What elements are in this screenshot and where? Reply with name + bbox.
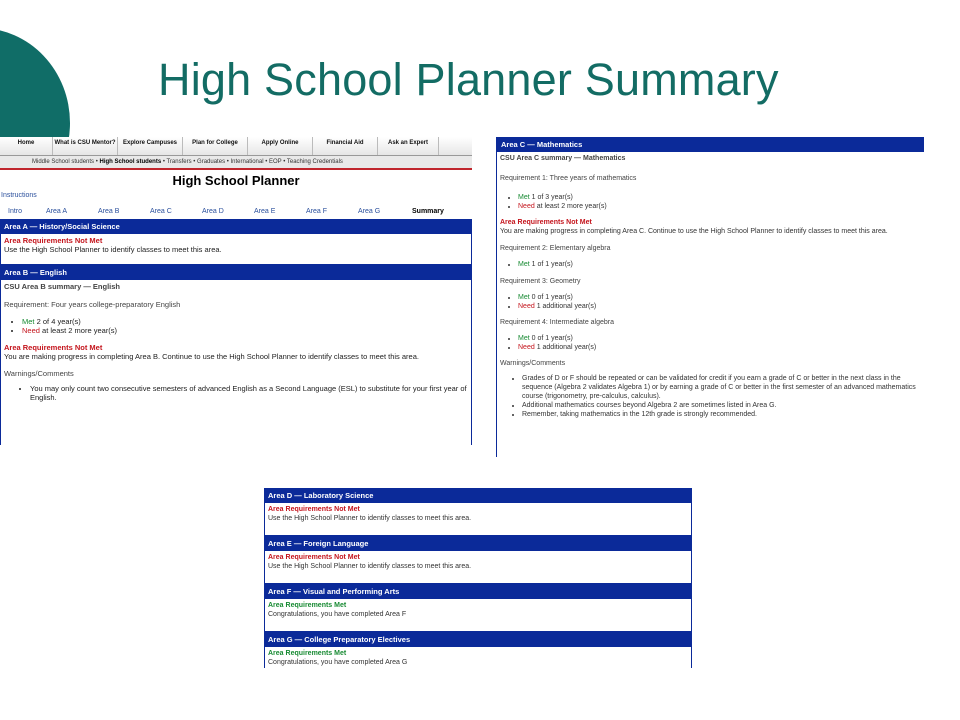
area-c-warning-item: • Remember, taking mathematics in the 12th grade is strongly recommended. [522,410,921,419]
tab-area-f[interactable]: Area F [306,208,328,215]
nav-tab-plan-for-college[interactable]: Plan for College [183,137,248,155]
planner-tabs [0,208,472,219]
area-d-header: Area D — Laboratory Science [264,488,692,503]
tab-area-c[interactable]: Area C [150,208,172,215]
area-b-header: Area B — English [0,265,472,280]
area-g-message: Congratulations, you have completed Area G [268,659,408,666]
area-c-req3: Requirement 3: Geometry [500,278,581,285]
area-b-requirement: Requirement: Four years college-preparatory English [4,300,181,309]
audience-subnav: Middle School students • High School students • Transfers • Graduates • International • EOP • Teaching Credentials [0,156,472,170]
area-c-message: You are making progress in completing Area C. Continue to use the High School Planner to identify classes to meet this area. [500,228,888,235]
area-a-header: Area A — History/Social Science [0,219,472,234]
area-a-status: Area Requirements Not Met [4,236,103,245]
area-e-status: Area Requirements Not Met [268,554,360,561]
area-f-header: Area F — Visual and Performing Arts [264,584,692,599]
area-a-body [0,234,472,265]
subnav-teaching-credentials[interactable]: Teaching Credentials [286,159,343,165]
area-c-warnings-label: Warnings/Comments [500,360,566,367]
area-c-req1: Requirement 1: Three years of mathematics [500,175,637,182]
subnav-eop[interactable]: EOP [268,159,282,165]
tab-area-g[interactable]: Area G [358,208,381,215]
nav-tab-explore-campuses[interactable]: Explore Campuses [118,137,183,155]
area-d-status: Area Requirements Not Met [268,506,360,513]
area-b-summary: CSU Area B summary — English [4,282,121,291]
area-c-req2-met: • Met 1 of 1 year(s) [518,260,921,269]
area-b-warning-item: • You may only count two consecutive semesters of advanced English as a Second Language (ESL) to substitute for your first year of English. [30,384,468,402]
area-c-summary: CSU Area C summary — Mathematics [500,155,626,162]
nav-tab-apply-online[interactable]: Apply Online [248,137,313,155]
nav-tab-ask-an-expert[interactable]: Ask an Expert [378,137,439,155]
nav-tab-home[interactable]: Home [0,137,53,155]
instructions-link[interactable]: Instructions [1,192,37,199]
nav-tab-financial-aid[interactable]: Financial Aid [313,137,378,155]
area-c-req1-met: • Met 1 of 3 year(s) [518,193,921,202]
tab-area-a[interactable]: Area A [46,208,68,215]
area-g-body [264,647,692,668]
area-e-header: Area E — Foreign Language [264,536,692,551]
area-c-req3-met: • Met 0 of 1 year(s) [518,293,921,302]
area-g-header: Area G — College Preparatory Electives [264,632,692,647]
subnav-middle-school[interactable]: Middle School students [32,159,95,165]
area-c-status: Area Requirements Not Met [500,219,592,226]
tab-area-b[interactable]: Area B [98,208,120,215]
area-b-status: Area Requirements Not Met [4,343,103,352]
area-e-message: Use the High School Planner to identify classes to meet this area. [268,563,472,570]
area-c-warning-item: • Grades of D or F should be repeated or can be validated for credit if you earn a grade of C or better in the next class in the sequence (Algebra 2 validates Algebra 1) or by earning a grade of C or better in the first semester of an advanced mathematics course (trigonometry, pre-calculus, calculus). [522,374,921,401]
tab-area-e[interactable]: Area E [254,208,276,215]
area-c-warning-item: • Additional mathematics courses beyond Algebra 2 are sometimes listed in Area G. [522,401,921,410]
area-a-message: Use the High School Planner to identify classes to meet this area. [4,245,222,254]
area-c-body [497,152,924,423]
tab-summary[interactable]: Summary [412,208,444,215]
area-f-message: Congratulations, you have completed Area F [268,611,407,618]
area-c-req3-need: • Need 1 additional year(s) [518,302,921,311]
area-c-req4-need: • Need 1 additional year(s) [518,343,921,352]
screenshot-areas-a-b [0,137,472,445]
area-c-req1-need: • Need at least 2 more year(s) [518,202,921,211]
tab-intro[interactable]: Intro [8,208,23,215]
subnav-graduates[interactable]: Graduates [197,159,226,165]
area-f-status: Area Requirements Met [268,602,347,609]
area-d-body [264,503,692,536]
nav-tab-what-is-csu-mentor[interactable]: What is CSU Mentor? [53,137,118,155]
area-c-req4: Requirement 4: Intermediate algebra [500,319,615,326]
area-b-message: You are making progress in completing Area B. Continue to use the High School Planner to identify classes to meet this area. [4,352,419,361]
area-c-header: Area C — Mathematics [497,137,924,152]
subnav-international[interactable]: International [230,159,264,165]
area-g-status: Area Requirements Met [268,650,347,657]
screenshot-area-c [496,137,924,457]
area-c-req2: Requirement 2: Elementary algebra [500,245,611,252]
planner-heading: High School Planner [172,173,300,188]
screenshot-areas-d-g [264,488,692,668]
area-b-met-item: • Met 2 of 4 year(s) [22,317,468,326]
tab-area-d[interactable]: Area D [202,208,224,215]
area-c-req4-met: • Met 0 of 1 year(s) [518,334,921,343]
subnav-transfers[interactable]: Transfers [166,159,192,165]
site-nav [0,137,472,156]
area-b-warnings-label: Warnings/Comments [4,369,74,378]
subnav-high-school[interactable]: High School students [99,159,162,165]
area-e-body [264,551,692,584]
slide-title: High School Planner Summary [158,54,779,105]
area-b-body [0,280,472,445]
area-d-message: Use the High School Planner to identify classes to meet this area. [268,515,472,522]
area-f-body [264,599,692,632]
area-b-need-item: • Need at least 2 more year(s) [22,326,468,335]
